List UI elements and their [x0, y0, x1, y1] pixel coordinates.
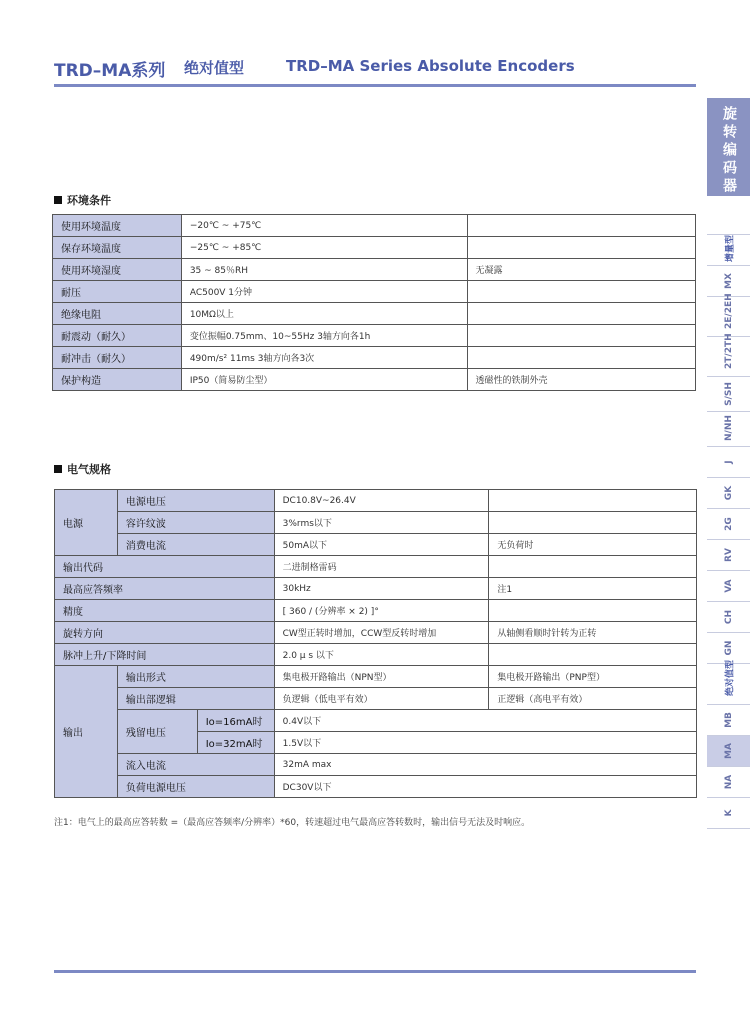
- side-tab[interactable]: 2T/2TH: [707, 337, 750, 377]
- table-row: 使用环境湿度 35 ~ 85％RH 无凝露: [53, 259, 696, 281]
- table-row: 容许纹波 3%rms以下: [55, 512, 697, 534]
- table-row: 消费电流 50mA以下 无负荷时: [55, 534, 697, 556]
- table-row: 保存环境温度 −25℃ ~ +85℃: [53, 237, 696, 259]
- env-section-title: 环境条件: [54, 192, 111, 208]
- side-tab[interactable]: S/SH: [707, 377, 750, 412]
- table-row: 保护构造 IP50（简易防尘型） 透磁性的铁制外壳: [53, 369, 696, 391]
- bullet-square-icon: [54, 465, 62, 473]
- side-category-label: 旋转编码器: [721, 106, 737, 196]
- table-row: Io=32mA时 1.5V以下: [55, 732, 697, 754]
- elec-table: [54, 489, 697, 798]
- side-tab[interactable]: J: [707, 447, 750, 478]
- side-tab-active[interactable]: MA: [707, 736, 750, 767]
- side-tab[interactable]: VA: [707, 571, 750, 602]
- header-rule: [54, 84, 696, 87]
- side-tab[interactable]: 绝对值型: [707, 664, 750, 705]
- side-category-tab: [707, 98, 750, 196]
- side-tab[interactable]: GK: [707, 478, 750, 509]
- table-row: 输出部逻辑 负逻辑（低电平有效） 正逻辑（高电平有效）: [55, 688, 697, 710]
- table-row: 输出代码 二进制格雷码: [55, 556, 697, 578]
- elec-section-title: 电气规格: [54, 461, 111, 477]
- table-row: 耐震动（耐久） 变位振幅0.75mm、10~55Hz 3轴方向各1h: [53, 325, 696, 347]
- table-row: 耐冲击（耐久） 490m/s² 11ms 3轴方向各3次: [53, 347, 696, 369]
- side-tab[interactable]: K: [707, 798, 750, 829]
- table-row: 残留电压 Io=16mA时 0.4V以下: [55, 710, 697, 732]
- env-table: [52, 214, 696, 391]
- table-row: 电源 电源电压 DC10.8V~26.4V: [55, 490, 697, 512]
- side-tab[interactable]: MB: [707, 705, 750, 736]
- side-tab[interactable]: MX: [707, 266, 750, 297]
- table-row: 负荷电源电压 DC30V以下: [55, 776, 697, 798]
- side-tab[interactable]: 2G: [707, 509, 750, 540]
- table-row: 流入电流 32mA max: [55, 754, 697, 776]
- side-tab[interactable]: GN: [707, 633, 750, 664]
- title-main: TRD–MA系列: [54, 61, 166, 81]
- bullet-square-icon: [54, 196, 62, 204]
- side-tab[interactable]: CH: [707, 602, 750, 633]
- side-tab[interactable]: NA: [707, 767, 750, 798]
- table-row: 输出 输出形式 集电极开路输出（NPN型） 集电极开路输出（PNP型）: [55, 666, 697, 688]
- side-tab[interactable]: 增量型: [707, 234, 750, 266]
- table-row: 耐压 AC500V 1分钟: [53, 281, 696, 303]
- footnote: 注1：电气上的最高应答转数 =（最高应答频率/分辨率）*60，转速超过电气最高应答转数时，输出信号无法及时响应。: [54, 818, 531, 828]
- footer-rule: [54, 970, 696, 973]
- table-row: 最高应答频率 30kHz 注1: [55, 578, 697, 600]
- table-row: 脉冲上升/下降时间 2.0 μ s 以下: [55, 644, 697, 666]
- title-sub: 绝对值型: [184, 59, 245, 77]
- table-row: 旋转方向 CW型正转时增加，CCW型反转时增加 从轴侧看顺时针转为正转: [55, 622, 697, 644]
- side-index-tabs: [707, 234, 750, 829]
- table-row: 精度 [ 360 / (分辨率 × 2) ]°: [55, 600, 697, 622]
- table-row: 使用环境温度 −20℃ ~ +75℃: [53, 215, 696, 237]
- side-tab[interactable]: RV: [707, 540, 750, 571]
- table-row: 绝缘电阻 10MΩ以上: [53, 303, 696, 325]
- side-tab[interactable]: 2E/2EH: [707, 297, 750, 337]
- title-english: TRD–MA Series Absolute Encoders: [286, 57, 575, 75]
- side-tab[interactable]: N/NH: [707, 412, 750, 447]
